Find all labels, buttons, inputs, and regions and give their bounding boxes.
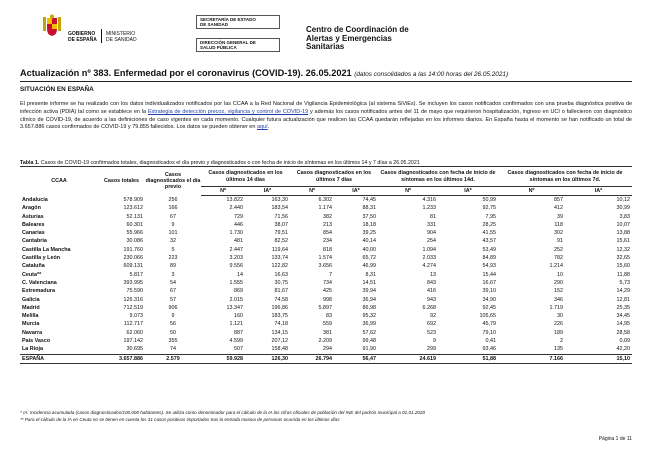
table-cell-ccaa: Castilla La Mancha xyxy=(22,246,71,253)
table-cell: 4.274 xyxy=(422,263,437,270)
table-cell: 53,49 xyxy=(482,246,497,253)
table-cell: 95,32 xyxy=(362,313,377,320)
table-row xyxy=(20,213,632,221)
col-ccaa: CCAA xyxy=(20,167,98,196)
table-cell: 91,90 xyxy=(362,346,377,353)
table-cell: 230.066 xyxy=(123,255,143,262)
table-cell: 118 xyxy=(554,221,564,228)
table-cell: 729 xyxy=(234,213,243,220)
table-cell: 2.447 xyxy=(229,246,243,253)
table-cell: 5.817 xyxy=(129,271,143,278)
table-cell: 207,12 xyxy=(271,338,289,345)
table-cell: 1.094 xyxy=(422,246,437,253)
table-cell: 887 xyxy=(234,329,243,336)
table-cell: 34,45 xyxy=(616,313,631,320)
table-cell: 5,73 xyxy=(619,279,631,286)
table-cell: 10,12 xyxy=(616,197,631,203)
table-cell: 446 xyxy=(234,221,243,228)
table-cell: 183,75 xyxy=(271,313,289,320)
table-cell: 381 xyxy=(323,329,333,336)
table-cell: 6.302 xyxy=(318,197,333,203)
table-cell: 91 xyxy=(557,238,564,245)
table-cell: 412 xyxy=(554,205,564,212)
table-cell: 160 xyxy=(234,313,243,320)
table-cell: 54 xyxy=(170,279,176,286)
table-cell: 38,07 xyxy=(274,221,289,228)
table-cell: 734 xyxy=(323,279,333,286)
table-cell: 854 xyxy=(323,230,333,237)
table-cell-ccaa: Castilla y León xyxy=(22,255,61,262)
table-cell: 507 xyxy=(234,346,243,353)
table-cell: 123.612 xyxy=(123,205,143,212)
table-cell: 8,31 xyxy=(365,271,377,278)
table-cell: 3 xyxy=(171,271,175,278)
table-cell: 302 xyxy=(554,230,564,237)
table-cell: 523 xyxy=(427,329,437,336)
table-row xyxy=(20,237,632,245)
table-cell: 43,57 xyxy=(482,238,497,245)
table-cell: 4.316 xyxy=(422,197,437,203)
report-title xyxy=(20,68,508,78)
table-row xyxy=(20,221,632,229)
table-row xyxy=(20,329,632,337)
footnote-2: ** Para el cálculo de la IA en Ceuta no se tienen en cuenta los 31 casos positivos importados tras la entrada masiva de personas ocurrida en los últimos días xyxy=(20,417,340,422)
title-rule xyxy=(20,81,632,82)
table-cell: 86,98 xyxy=(362,304,377,311)
table-cell: 79,10 xyxy=(482,329,497,336)
table-cell: 1.555 xyxy=(229,279,243,286)
table-cell: 9 xyxy=(433,338,437,345)
table-cell: 30,75 xyxy=(274,279,289,286)
table-cell: 11,88 xyxy=(616,271,631,278)
table-cell: 223 xyxy=(168,255,178,262)
table-total-row xyxy=(20,354,632,363)
table-cell: 1.233 xyxy=(422,205,437,212)
table-cell: 55.966 xyxy=(126,230,143,237)
table-cell: 67 xyxy=(170,213,176,220)
table-cell: 189 xyxy=(554,329,564,336)
table-cell: 40,14 xyxy=(362,238,377,245)
table-cell: 60.301 xyxy=(126,221,143,228)
table-cell: 13.822 xyxy=(226,197,243,203)
table-cell: 10,07 xyxy=(616,221,631,228)
table-cell: 56,47 xyxy=(334,354,378,363)
table-cell: 14 xyxy=(237,271,243,278)
table-cell: 24.619 xyxy=(378,354,438,363)
table-cell: 50 xyxy=(170,329,176,336)
table-row xyxy=(20,337,632,345)
table-cell: 135 xyxy=(554,346,564,353)
table-cell: 152 xyxy=(554,288,564,295)
page-number: Página 1 de 11 xyxy=(598,436,632,442)
table-cell-ccaa: ESPAÑA xyxy=(20,354,98,363)
table-cell: 28,25 xyxy=(482,221,497,228)
table-cell: 15,10 xyxy=(565,354,632,363)
table-cell: 39,25 xyxy=(362,230,377,237)
table-cell: 355 xyxy=(168,338,178,345)
table-cell: 57 xyxy=(170,296,176,303)
table-cell: 2.015 xyxy=(229,296,243,303)
table-cell: 1.574 xyxy=(318,255,333,262)
table-cell: 256 xyxy=(168,196,178,203)
table-row xyxy=(20,271,632,279)
table-cell: 252 xyxy=(554,246,564,253)
table-cell: 105,65 xyxy=(479,313,497,320)
table-cell: 32,65 xyxy=(616,255,631,262)
table-cell: 36,99 xyxy=(362,321,377,328)
table-row xyxy=(20,279,632,287)
table-cell: 40,00 xyxy=(362,246,377,253)
table-cell: 122,82 xyxy=(271,263,289,270)
table-cell-ccaa: Murcia xyxy=(22,321,40,328)
table-cell: 1.719 xyxy=(549,304,564,311)
table-cell: 1.730 xyxy=(229,230,243,237)
report-title-main: Actualización nº 383. Enfermedad por el coronavirus (COVID-19). 26.05.2021 xyxy=(20,68,352,78)
table-cell: 9 xyxy=(171,313,175,320)
table-cell: 481 xyxy=(234,238,243,245)
table-cell: 197.142 xyxy=(123,338,143,345)
table-row xyxy=(20,204,632,212)
table-cell: 16,67 xyxy=(482,279,497,286)
table-cell: 83 xyxy=(326,313,333,320)
table-cell-ccaa: C. Valenciana xyxy=(22,279,57,286)
col-group-14d-sintomas: Casos diagnosticados con fecha de inicio de síntomas en los últimos 14d. xyxy=(378,167,498,187)
table-cell: 9.556 xyxy=(229,263,243,270)
table-cell: 7,95 xyxy=(485,213,497,220)
table-cell: 65,72 xyxy=(362,255,377,262)
table-cell: 331 xyxy=(427,221,437,228)
table-cell: 92,45 xyxy=(482,304,497,311)
table-cell: 346 xyxy=(554,296,564,303)
table-cell: 857 xyxy=(554,197,564,203)
table-cell: 904 xyxy=(427,230,437,237)
table-cell: 12,81 xyxy=(616,296,631,303)
table-cell-ccaa: Madrid xyxy=(22,304,40,311)
table-cell: 254 xyxy=(427,238,437,245)
table-cell: 692 xyxy=(427,321,437,328)
table-cell: 10 xyxy=(557,271,564,278)
coat-of-arms-icon xyxy=(42,14,62,38)
estrategia-link[interactable]: Estrategia de detección precoz, vigilancia y control de COVID-19 xyxy=(147,108,309,115)
table-row xyxy=(20,246,632,254)
table-cell: 15,44 xyxy=(482,271,497,278)
table-cell: 133,74 xyxy=(271,255,289,262)
table-cell: 3,83 xyxy=(619,213,631,220)
table-cell: 30.695 xyxy=(126,346,143,353)
table-cell: 39,94 xyxy=(362,288,377,295)
table-row xyxy=(20,312,632,320)
table-cell-ccaa: Extremadura xyxy=(22,288,55,295)
table-cell: 39,10 xyxy=(482,288,497,295)
table-cell: 196,86 xyxy=(271,304,289,311)
table-cell: 2.579 xyxy=(145,354,201,363)
table-cell: 71,56 xyxy=(274,213,289,220)
table-row xyxy=(20,262,632,270)
sub-ia: IA* xyxy=(245,187,290,196)
table-cell-ccaa: Ceuta** xyxy=(22,271,42,278)
table-cell: 425 xyxy=(323,288,333,295)
col-group-7d: Casos diagnosticados en los últimos 7 días xyxy=(290,167,378,187)
table-cell-ccaa: Navarra xyxy=(22,329,43,336)
sub-ia: IA* xyxy=(565,187,632,196)
ministry-label: MINISTERIO DE SANIDAD xyxy=(106,31,137,43)
table-cell: 1.121 xyxy=(229,321,243,328)
table-cell: 9 xyxy=(171,221,175,228)
table-cell: 3.656 xyxy=(318,263,333,270)
table-row xyxy=(20,345,632,354)
section-heading: SITUACIÓN EN ESPAÑA xyxy=(20,86,94,93)
table-cell: 39 xyxy=(557,213,564,220)
table-cell: 52.131 xyxy=(126,213,143,220)
table-cell: 57,62 xyxy=(362,329,377,336)
table-cell-ccaa: Andalucía xyxy=(22,196,48,203)
table-cell: 126,30 xyxy=(245,354,290,363)
table-cell: 2.209 xyxy=(318,338,333,345)
table-cell: 41,55 xyxy=(482,230,497,237)
table-cell: 62.060 xyxy=(126,329,143,336)
table-cell: 213 xyxy=(323,221,333,228)
table-cell-ccaa: País Vasco xyxy=(22,338,51,345)
table-cell: 290 xyxy=(554,279,564,286)
table-cell: 45,79 xyxy=(482,321,497,328)
table-cell: 294 xyxy=(323,346,333,353)
table-cell-ccaa: Aragón xyxy=(22,205,41,212)
table-cell-ccaa: Galicia xyxy=(22,296,40,303)
table-cell: 101 xyxy=(168,230,178,237)
table-cell-ccaa: Baleares xyxy=(22,221,45,228)
table-caption: Tabla 1. Casos de COVID-19 confirmados totales, diagnosticados el día previo y diagnosticados o con fecha de inicio de síntomas en los últimos 14 y 7 días a 26.05.2021 xyxy=(20,160,420,166)
table-cell: 943 xyxy=(427,296,437,303)
table-cell: 998 xyxy=(323,296,333,303)
cases-table xyxy=(20,166,632,364)
table-cell-ccaa: Cataluña xyxy=(22,263,45,270)
table-cell: 12,32 xyxy=(616,246,631,253)
table-cell: 93,46 xyxy=(482,346,497,353)
table-cell: 869 xyxy=(234,288,243,295)
table-cell: 4.599 xyxy=(229,338,243,345)
table-cell: 28,58 xyxy=(616,329,631,336)
table-cell: 50,99 xyxy=(482,197,497,203)
table-cell: 3.657.886 xyxy=(98,354,145,363)
table-cell: 191.760 xyxy=(123,246,143,253)
table-cell-ccaa: Cantabria xyxy=(22,238,47,245)
table-cell: 158,48 xyxy=(271,346,289,353)
table-cell: 5 xyxy=(171,246,175,253)
table-row xyxy=(20,296,632,304)
col-group-7d-sintomas: Casos diagnosticados con fecha de inicio de síntomas en los últimos 7d. xyxy=(498,167,632,187)
table-cell: 26.794 xyxy=(290,354,334,363)
table-cell: 81,67 xyxy=(274,288,289,295)
table-cell: 82,52 xyxy=(274,238,289,245)
table-cell: 30.086 xyxy=(126,238,143,245)
table-cell: 6.268 xyxy=(422,304,437,311)
table-cell: 67 xyxy=(170,288,176,295)
table-cell: 559 xyxy=(323,321,333,328)
table-cell: 13.347 xyxy=(226,304,243,311)
table-cell: 42,20 xyxy=(616,346,631,353)
table-cell: 30 xyxy=(557,313,564,320)
direccion-box: DIRECCIÓN GENERAL DE SALUD PÚBLICA xyxy=(196,38,280,52)
table-cell: 382 xyxy=(323,213,333,220)
table-cell-ccaa: Melilla xyxy=(22,313,39,320)
table-cell: 234 xyxy=(323,238,333,245)
table-cell: 416 xyxy=(427,288,437,295)
table-cell: 5.897 xyxy=(318,304,333,311)
table-cell: 0,09 xyxy=(619,338,631,345)
table-cell: 99,48 xyxy=(362,338,377,345)
sub-ia: IA* xyxy=(438,187,498,196)
centro-title: Centro de Coordinación de Alertas y Emergencias Sanitarias xyxy=(306,25,409,51)
table-cell: 119,64 xyxy=(271,246,289,253)
table-cell: 299 xyxy=(427,346,437,353)
table-cell: 18,18 xyxy=(362,221,377,228)
table-cell: 74,18 xyxy=(274,321,289,328)
table-cell: 88,31 xyxy=(362,205,377,212)
table-cell: 134,15 xyxy=(271,329,289,336)
table-cell: 9.073 xyxy=(129,313,143,320)
table-cell: 818 xyxy=(323,246,333,253)
table-cell: 16,63 xyxy=(274,271,289,278)
table-cell: 163,30 xyxy=(271,197,289,203)
sub-n: Nº xyxy=(378,187,438,196)
table-cell-ccaa: La Rioja xyxy=(22,346,43,353)
table-cell: 13 xyxy=(430,271,437,278)
table-row xyxy=(20,287,632,295)
table-cell-ccaa: Canarias xyxy=(22,230,45,237)
table-cell-ccaa: Asturias xyxy=(22,213,44,220)
table-cell: 3.203 xyxy=(229,255,243,262)
government-label: GOBIERNO DE ESPAÑA xyxy=(68,31,97,43)
table-cell: 74,45 xyxy=(362,197,377,203)
footnote-1: * IA: Incidencia acumulada (casos diagnosticados/100.000 habitantes). Se utiliza como denominador para el cálculo de la IA las cifras oficiales de población del INE del padrón municipal a 01.01.2020 xyxy=(20,410,426,415)
table-cell: 36,94 xyxy=(362,296,377,303)
table-cell: 609.131 xyxy=(123,263,143,270)
col-total: Casos totales xyxy=(98,167,145,196)
table-cell: 15,61 xyxy=(616,238,631,245)
sub-n: Nº xyxy=(290,187,334,196)
table-cell: 712.519 xyxy=(123,304,143,311)
table-row xyxy=(20,196,632,205)
table-cell: 843 xyxy=(427,279,437,286)
table-cell: 2 xyxy=(560,338,564,345)
sub-n: Nº xyxy=(498,187,565,196)
table-cell: 393.995 xyxy=(123,279,143,286)
table-cell: 92 xyxy=(430,313,437,320)
table-cell: 166 xyxy=(168,205,178,212)
table-cell: 30,99 xyxy=(616,205,631,212)
table-cell: 1.214 xyxy=(549,263,564,270)
report-title-note: (datos consolidados a las 14:00 horas del 26.05.2021) xyxy=(354,71,509,78)
table-cell: 34,90 xyxy=(482,296,497,303)
table-cell: 37,50 xyxy=(362,213,377,220)
table-cell: 89 xyxy=(170,263,176,270)
table-cell: 226 xyxy=(554,321,564,328)
table-cell: 112.717 xyxy=(123,321,143,328)
table-cell: 578.909 xyxy=(123,196,143,203)
table-cell: 782 xyxy=(554,255,564,262)
table-cell: 84,89 xyxy=(482,255,497,262)
table-row xyxy=(20,254,632,262)
table-cell: 2.440 xyxy=(229,205,243,212)
table-cell: 75.590 xyxy=(126,288,143,295)
table-cell: 51,88 xyxy=(438,354,498,363)
table-cell: 25,35 xyxy=(616,304,631,311)
table-cell: 14,51 xyxy=(362,279,377,286)
table-cell: 13,88 xyxy=(616,230,631,237)
table-cell: 46,99 xyxy=(362,263,377,270)
table-cell: 59.928 xyxy=(201,354,245,363)
table-cell: 56 xyxy=(170,321,176,328)
table-cell: 15,60 xyxy=(616,263,631,270)
sub-n: Nº xyxy=(201,187,245,196)
table-cell: 14,95 xyxy=(616,321,631,328)
table-cell: 14,29 xyxy=(616,288,631,295)
table-cell: 79,51 xyxy=(274,230,289,237)
table-cell: 81 xyxy=(430,213,437,220)
table-cell: 54,93 xyxy=(482,263,497,270)
table-cell: 0,41 xyxy=(485,338,497,345)
table-row xyxy=(20,320,632,328)
table-row xyxy=(20,304,632,312)
data-link[interactable]: aquí xyxy=(256,124,268,131)
table-cell: 2.033 xyxy=(422,255,437,262)
col-prev: Casos diagnosticados el día previo xyxy=(145,167,201,196)
table-row xyxy=(20,229,632,237)
table-cell: 7.166 xyxy=(498,354,565,363)
sub-ia: IA* xyxy=(334,187,378,196)
table-cell: 32 xyxy=(170,238,176,245)
table-cell: 74 xyxy=(170,346,176,353)
table-cell: 126.316 xyxy=(123,296,143,303)
table-cell: 1.174 xyxy=(318,205,333,212)
header-divider xyxy=(101,29,102,43)
intro-paragraph: El presente informe se ha realizado con los datos individualizados notificados por las CCAA a la Red Nacional de Vigilancia Epidemiológica (al sistema SiViEs). Se incluyen los casos notificados confirmados con una prueba diagnóstica positiva de infección activa (PDIA) tal como se establece en la Estrategia de detección precoz, vigilancia y control de COVID-19 y además los casos notificados antes del 11 de mayo que requirieron hospitalización, ingreso en UCI o fallecieron con diagnóstico clínico de COVID-19, de acuerdo a las definiciones de caso vigentes en cada momento. Cualquier futura actualización que realicen las CCAA quedarán reflejadas en los informes diarios. En España hasta el momento se han notificado un total de 3.657.886 casos confirmados de COVID-19 y 79.855 fallecidos. Los datos se pueden obtener en aquí. xyxy=(20,101,632,131)
col-group-14d: Casos diagnosticados en los últimos 14 días xyxy=(201,167,290,187)
table-cell: 7 xyxy=(329,271,333,278)
table-cell: 183,54 xyxy=(271,205,289,212)
table-cell: 92,75 xyxy=(482,205,497,212)
table-cell: 906 xyxy=(168,304,178,311)
table-cell: 74,58 xyxy=(274,296,289,303)
secretaria-box: SECRETARÍA DE ESTADO DE SANIDAD xyxy=(196,15,280,29)
